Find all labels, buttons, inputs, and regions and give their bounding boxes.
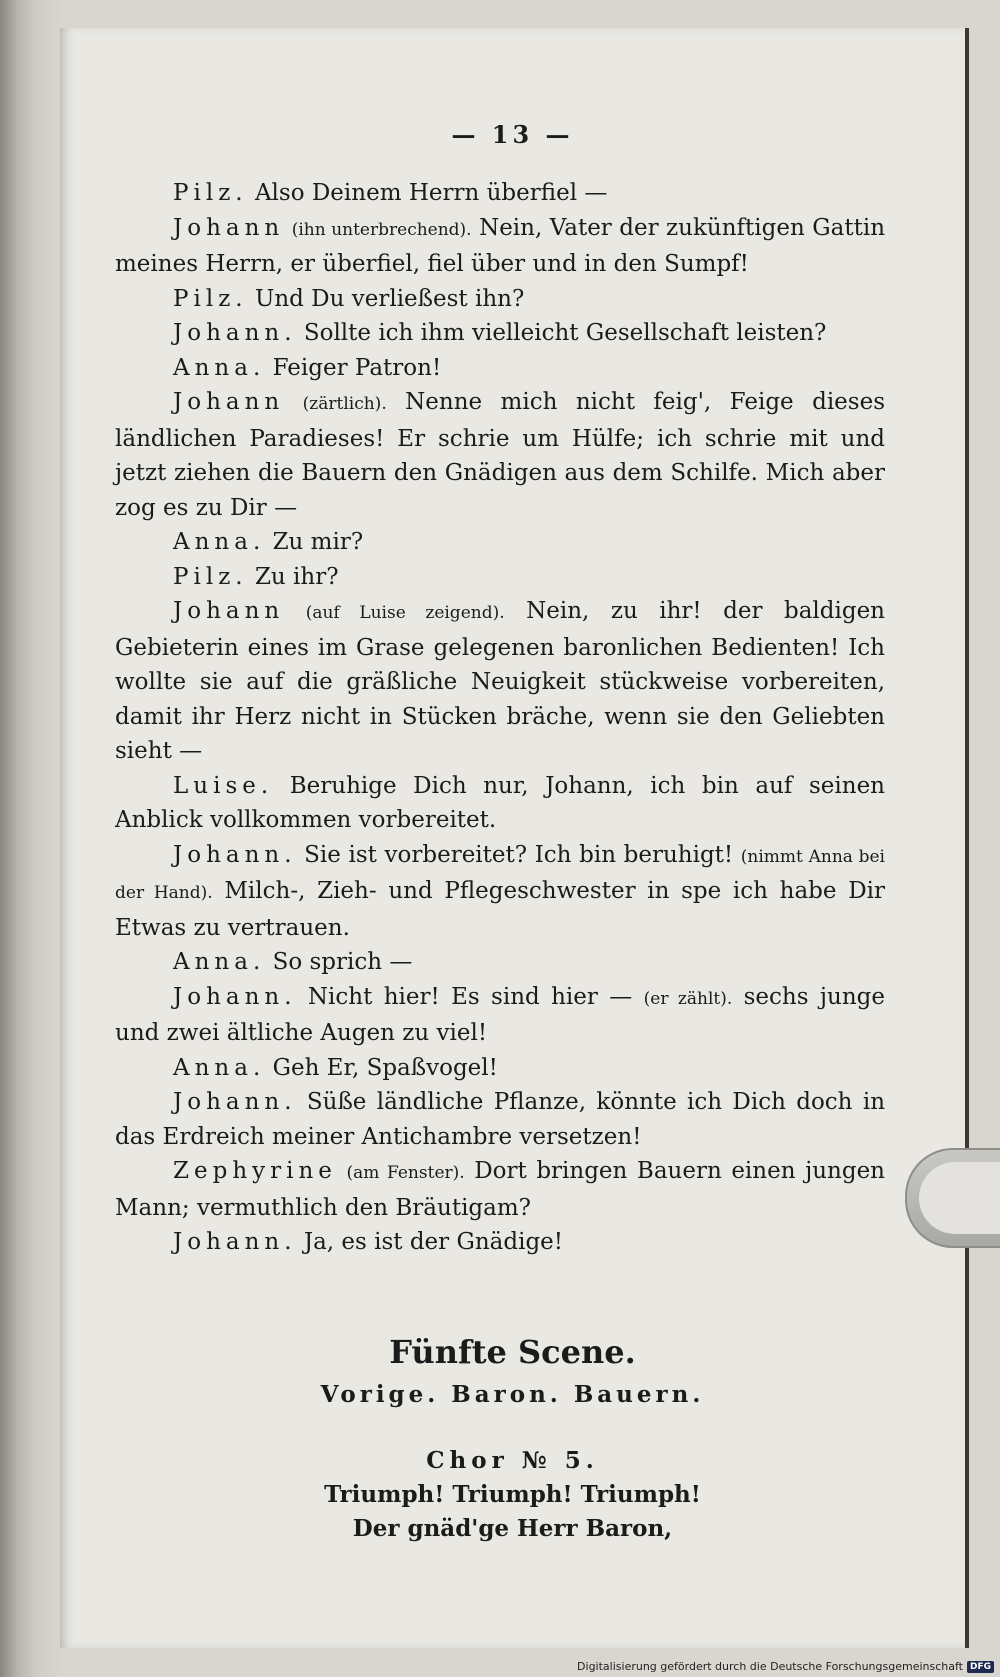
speaker-name: Johann	[173, 598, 285, 624]
scene-title: Fünfte Scene.	[389, 1333, 636, 1371]
spoken-text: Nein, zu ihr! der baldigen Gebieterin eines im Grase gelegenen baronlichen Bedienten! Ich wollte sie auf die gräßliche Neuigkeit stückweise vorbereiten, damit ihr Herz nicht in Stücken bräche, wenn sie den Geliebten sieht —	[115, 598, 885, 764]
speaker-name: Anna.	[173, 1054, 266, 1081]
dialogue-line	[115, 980, 885, 1051]
dialogue-line	[115, 351, 885, 386]
dialogue-line	[115, 525, 885, 560]
dialogue-line	[115, 769, 885, 838]
spoken-text: Nicht hier! Es sind hier —	[307, 983, 633, 1010]
paper-clip-holder	[905, 1148, 1000, 1248]
spoken-text: Zu ihr?	[254, 563, 339, 590]
dialogue-line	[115, 945, 885, 980]
speaker-name: Anna.	[173, 949, 266, 975]
speaker-name: Anna.	[173, 354, 266, 381]
speaker-name: Luise.	[173, 772, 274, 799]
dialogue-line	[115, 1154, 885, 1225]
spoken-text: Dort bringen Bauern einen jungen Mann; vermuthlich den Bräutigam?	[115, 1158, 885, 1221]
footer-text: Digitalisierung gefördert durch die Deutsche Forschungsgemeinschaft	[577, 1660, 963, 1673]
dialogue-line	[115, 560, 885, 595]
dialogue-line	[115, 211, 885, 282]
dialogue-line	[115, 838, 885, 946]
speaker-name: Johann.	[173, 983, 297, 1010]
stage-direction: (zärtlich).	[302, 394, 387, 414]
speaker-name: Johann.	[173, 841, 297, 868]
spoken-text: Beruhige Dich nur, Johann, ich bin auf seinen Anblick vollkommen vorbereitet.	[115, 772, 885, 833]
dialogue-line	[115, 316, 885, 351]
spoken-text: Ja, es ist der Gnädige!	[303, 1229, 564, 1255]
spoken-text: Nein, Vater der zukünftigen Gattin meines Herrn, er überfiel, fiel über und in den Sumpf!	[115, 214, 886, 277]
spoken-text: Geh Er, Spaßvogel!	[272, 1054, 498, 1081]
speaker-name: Johann.	[173, 1229, 297, 1255]
dialogue-line	[115, 594, 885, 769]
stage-direction: (auf Luise zeigend).	[305, 603, 505, 623]
page-number: — 13 —	[451, 120, 574, 149]
speaker-name: Zephyrine	[173, 1158, 337, 1184]
stage-direction: (ihn unterbrechend).	[291, 219, 472, 240]
dialogue-line	[115, 385, 885, 525]
book-page	[60, 28, 969, 1648]
speaker-name: Johann.	[173, 320, 297, 346]
dfg-logo-icon: DFG	[967, 1661, 994, 1673]
clip-inner	[919, 1162, 1000, 1234]
dialogue-line	[115, 1225, 885, 1260]
spoken-text: So sprich —	[272, 949, 413, 975]
chor-verse: Triumph! Triumph! Triumph!	[324, 1481, 701, 1508]
dialogue-line	[115, 1085, 885, 1154]
speaker-name: Pilz.	[173, 563, 248, 590]
speaker-name: Johann	[173, 389, 285, 415]
dialogue-line	[115, 1051, 885, 1086]
speaker-name: Anna.	[173, 529, 266, 555]
stage-direction: (er zählt).	[643, 988, 733, 1009]
speaker-name: Pilz.	[173, 285, 248, 312]
spoken-text: Zu mir?	[272, 529, 364, 555]
spoken-text: Feiger Patron!	[272, 354, 442, 381]
scene-persons: Vorige. Baron. Bauern.	[320, 1381, 705, 1408]
spoken-text: sechs junge und zwei ältliche Augen zu viel!	[115, 983, 885, 1046]
spoken-text: Und Du verließest ihn?	[254, 285, 525, 312]
dialogue-text	[115, 176, 885, 1260]
spoken-text: Also Deinem Herrn überfiel —	[254, 180, 608, 206]
speaker-name: Pilz.	[173, 180, 248, 206]
book-spine-edge	[0, 0, 60, 1677]
stage-direction: (am Fenster).	[346, 1163, 465, 1183]
spoken-text: Nenne mich nicht feig', Feige dieses ländlichen Paradieses! Er schrie um Hülfe; ich schrie mit und jetzt ziehen die Bauern den Gnädigen aus dem Schilfe. Mich aber zog es zu Dir —	[115, 389, 886, 521]
spoken-text: Süße ländliche Pflanze, könnte ich Dich doch in das Erdreich meiner Antichambre versetzen!	[115, 1089, 886, 1150]
dialogue-line	[115, 176, 885, 211]
spoken-text: Sie ist vorbereitet? Ich bin beruhigt!	[304, 841, 734, 868]
digitization-footer	[577, 1660, 994, 1673]
chor-title: Chor № 5.	[426, 1447, 599, 1474]
spoken-text: Sollte ich ihm vielleicht Gesellschaft leisten?	[303, 320, 827, 346]
stage-direction: (nimmt Anna bei der Hand).	[115, 846, 885, 903]
spoken-text: Milch-, Zieh- und Pflegeschwester in spe ich habe Dir Etwas zu vertrauen.	[115, 878, 885, 941]
speaker-name: Johann.	[173, 1089, 297, 1115]
speaker-name: Johann	[173, 214, 285, 241]
chor-verse: Der gnäd'ge Herr Baron,	[352, 1515, 673, 1542]
scene-heading	[60, 1328, 965, 1546]
dialogue-line	[115, 282, 885, 317]
